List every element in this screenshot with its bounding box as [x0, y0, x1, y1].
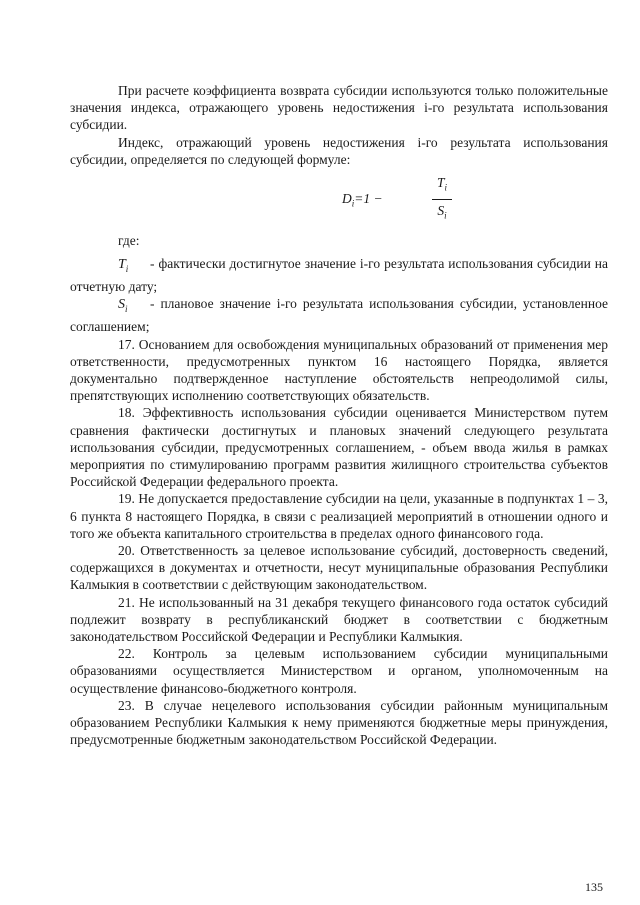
paragraph-20: 20. Ответственность за целевое использование субсидий, достоверность сведений, содержащихся в документах и отчетности, несут муниципальные образования Республики Калмыкия в соответствии с действующим законодательством. — [70, 543, 608, 593]
paragraph-17: 17. Основанием для освобождения муниципальных образований от применения мер ответственности, предусмотренных пунктом 16 настоящего Порядка, является документально подтвержденное наступление обстоятельств непреодолимой силы, препятствующих исполнению соответствующих обязательств. — [70, 336, 608, 404]
definition-si — [70, 295, 608, 335]
formula-lhs: $D_i=1$ − — [342, 191, 383, 209]
formula-denominator: $S_i$ — [437, 202, 447, 221]
index-formula — [70, 168, 608, 222]
document-body — [70, 82, 608, 749]
paragraph-21: 21. Не использованный на 31 декабря текущего финансового года остаток субсидий подлежит возврату в республиканский бюджет в соответствии с бюджетным законодательством Российской Федерации и Республики Калмыкия. — [70, 594, 608, 645]
paragraph-index-definition: Индекс, отражающий уровень недостижения i-го результата использования субсидии, определяется по следующей формуле: — [70, 134, 608, 167]
symbol-ti: $T_i$ — [118, 257, 129, 275]
definition-ti — [70, 255, 608, 295]
paragraph-22: 22. Контроль за целевым использованием субсидии муниципальными образованиями осуществляется Министерством и органом, уполномоченным на осуществление финансово-бюджетного контроля. — [70, 646, 608, 696]
paragraph-23: 23. В случае нецелевого использования субсидии районным муниципальным образованием Республики Калмыкия к нему применяются бюджетные меры принуждения, предусмотренные бюджетным законодательством Российской Федерации. — [70, 697, 608, 748]
paragraph-coefficient-note: При расчете коэффициента возврата субсидии используются только положительные значения индекса, отражающего уровень недостижения i-го результата использования субсидии. — [70, 83, 608, 133]
formula-numerator: $T_i$ — [432, 174, 452, 200]
symbol-si: $S_i$ — [118, 297, 128, 315]
definition-ti-text: - фактически достигнутое значение i-го результата использования субсидии на отчетную дату; — [70, 256, 608, 295]
where-label: где: — [118, 233, 140, 249]
paragraph-18: 18. Эффективность использования субсидии оценивается Министерством путем сравнения фактически достигнутых и плановых значений следующего результата использования субсидии, предусмотренных соглашением, - объем ввода жилья в рамках мероприятия по стимулированию программ развития жилищного строительства субъектов Российской Федерации федерального проекта. — [70, 405, 608, 490]
formula-fraction — [432, 174, 452, 225]
formula-operator: =1 − — [354, 191, 383, 207]
paragraph-19: 19. Не допускается предоставление субсидии на цели, указанные в подпунктах 1 – 3, 6 пункта 8 настоящего Порядка, в связи с реализацией мероприятий в отношении одного и того же объекта капитального строительства в пределах одного финансового года. — [70, 491, 608, 541]
definition-si-text: - плановое значение i-го результата использования субсидии, установленное соглашением; — [70, 296, 608, 335]
page-number: 135 — [585, 880, 603, 894]
